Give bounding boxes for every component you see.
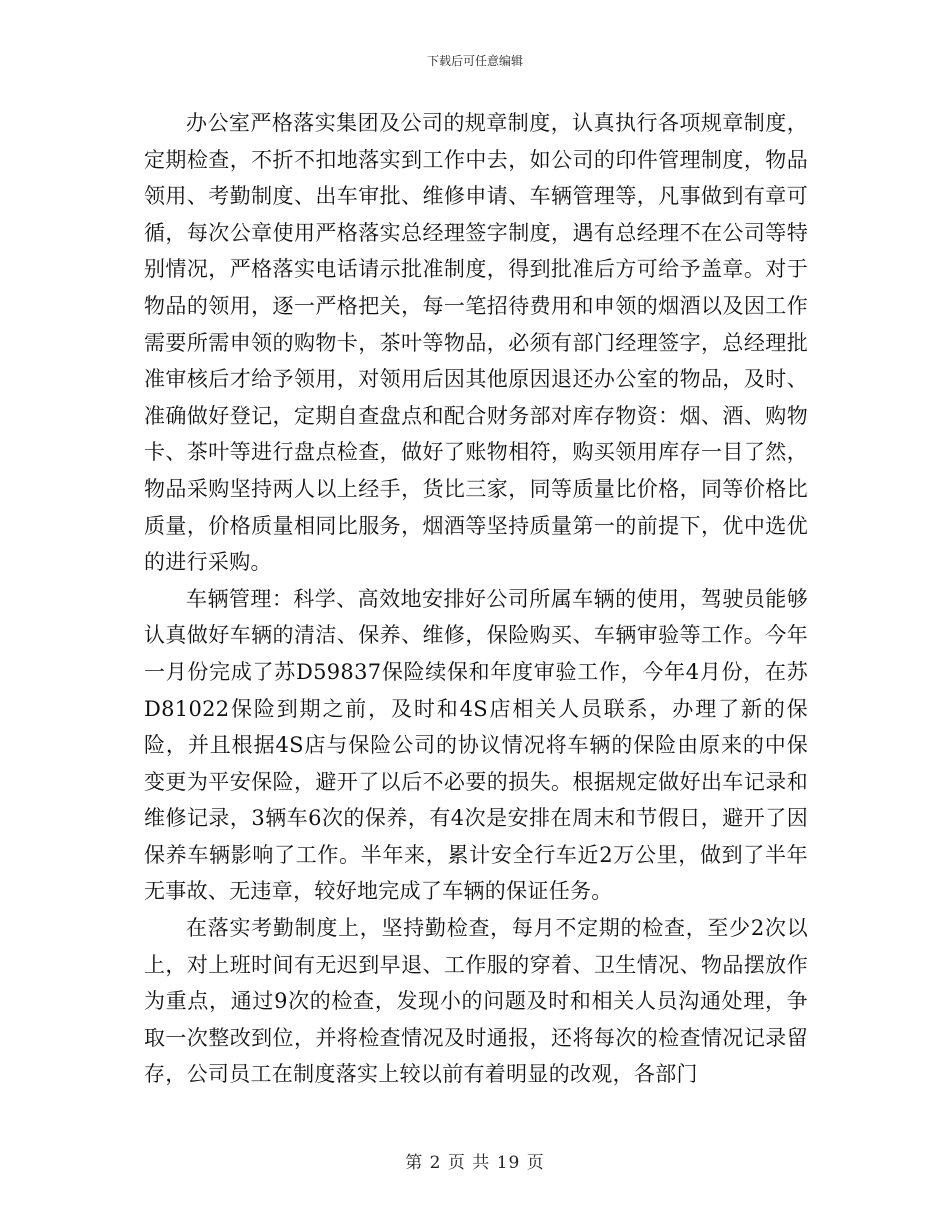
paragraph-attendance: 在落实考勤制度上，坚持勤检查，每月不定期的检查，至少2次以上，对上班时间有无迟到早退、工作服的穿着、卫生情况、物品摆放作为重点，通过9次的检查，发现小的问题及时和相关人员沟通处理，争取一次整改到位，并将检查情况及时通报，还将每次的检查情况记录留存，公司员工在制度落实上较以前有着明显的改观，各部门 [144, 916, 808, 1087]
document-body [144, 105, 808, 1093]
paragraph-vehicle-management: 车辆管理：科学、高效地安排好公司所属车辆的使用，驾驶员能够认真做好车辆的清洁、保养、维修，保险购买、车辆审验等工作。今年一月份完成了苏D59837保险续保和年度审验工作，今年4月份，在苏D81022保险到期之前，及时和4S店相关人员联系，办理了新的保险，并且根据4S店与保险公司的协议情况将车辆的保险由原来的中保变更为平安保险，避开了以后不必要的损失。根据规定做好出车记录和维修记录，3辆车6次的保养，有4次是安排在周末和节假日，避开了因保养车辆影响了工作。半年来，累计安全行车近2万公里，做到了半年无事故、无违章，较好地完成了车辆的保证任务。 [144, 586, 808, 904]
page-header: 下载后可任意编辑 [426, 54, 523, 68]
page-footer: 第 2 页 共 19 页 [405, 1153, 545, 1173]
paragraph-office-rules: 办公室严格落实集团及公司的规章制度，认真执行各项规章制度，定期检查，不折不扣地落实到工作中去，如公司的印件管理制度，物品领用、考勤制度、出车审批、维修申请、车辆管理等，凡事做到有章可循，每次公章使用严格落实总经理签字制度，遇有总经理不在公司等特别情况，严格落实电话请示批准制度，得到批准后方可给予盖章。对于物品的领用，逐一严格把关，每一笔招待费用和申领的烟酒以及因工作需要所需申领的购物卡，茶叶等物品，必须有部门经理签字，总经理批准审核后才给予领用，对领用后因其他原因退还办公室的物品，及时、准确做好登记，定期自查盘点和配合财务部对库存物资：烟、酒、购物卡、茶叶等进行盘点检查，做好了账物相符，购买领用库存一目了然，物品采购坚持两人以上经手，货比三家，同等质量比价格，同等价格比质量，价格质量相同比服务，烟酒等坚持质量第一的前提下，优中选优的进行采购。 [144, 111, 808, 575]
